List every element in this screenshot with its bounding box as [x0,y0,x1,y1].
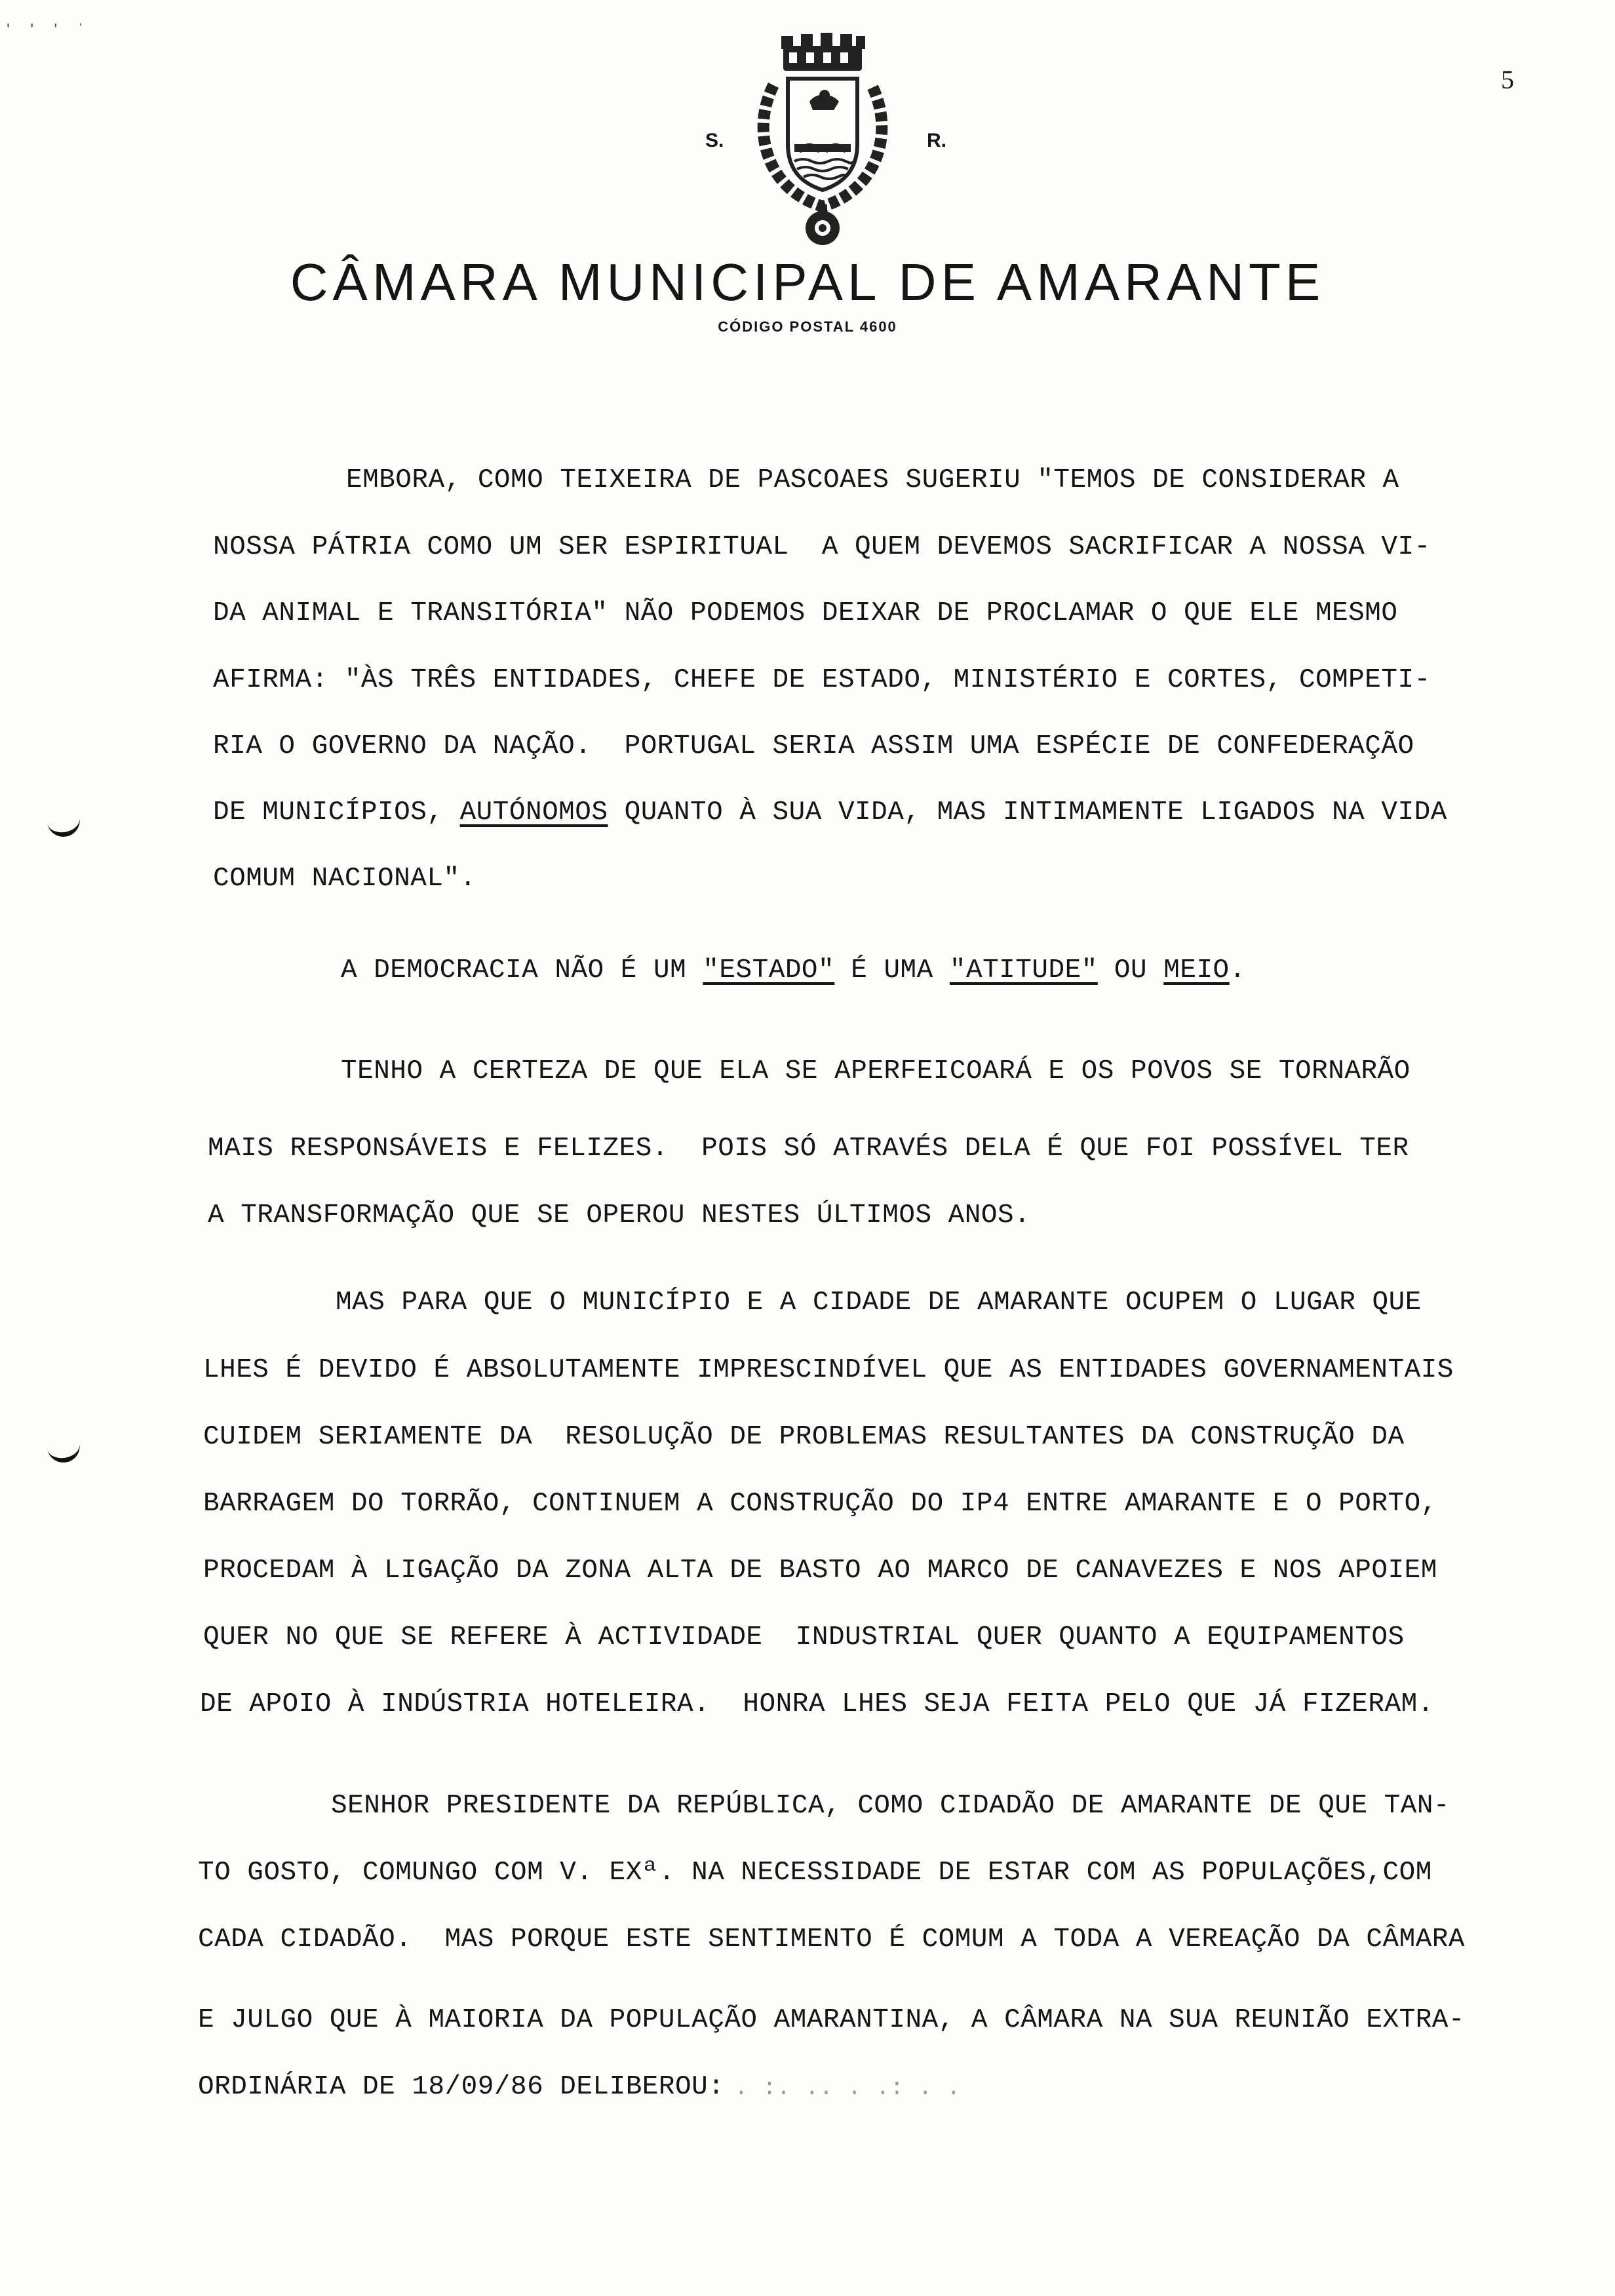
text-span: A DEMOCRACIA NÃO É UM [341,955,703,985]
margin-hole-mark [45,803,82,839]
paragraph-1-line-5: RIA O GOVERNO DA NAÇÃO. PORTUGAL SERIA ASSIM UMA ESPÉCIE DE CONFEDERAÇÃO [213,731,1414,761]
text-span: QUANTO À SUA VIDA, MAS INTIMAMENTE LIGADOS NA VIDA [608,797,1447,828]
text-span: . [1229,955,1246,985]
paragraph-1-line-4: AFIRMA: "ÀS TRÊS ENTIDADES, CHEFE DE ESTADO, MINISTÉRIO E CORTES, COMPETI- [213,665,1431,695]
institution-name: CÂMARA MUNICIPAL DE AMARANTE [290,253,1325,311]
postal-code: CÓDIGO POSTAL 4600 [718,318,897,335]
underlined-word: "ESTADO" [703,955,835,985]
paragraph-3-line-1: TENHO A CERTEZA DE QUE ELA SE APERFEICOARÁ E OS POVOS SE TORNARÃO [341,1056,1411,1086]
paragraph-4-line-6: QUER NO QUE SE REFERE À ACTIVIDADE INDUSTRIAL QUER QUANTO A EQUIPAMENTOS [203,1622,1405,1653]
paragraph-4-line-5: PROCEDAM À LIGAÇÃO DA ZONA ALTA DE BASTO AO MARCO DE CANAVEZES E NOS APOIEM [203,1556,1437,1586]
paragraph-5-line-4: E JULGO QUE À MAIORIA DA POPULAÇÃO AMARANTINA, A CÂMARA NA SUA REUNIÃO EXTRA- [198,2005,1466,2035]
paragraph-4-line-7: DE APOIO À INDÚSTRIA HOTELEIRA. HONRA LHES SEJA FEITA PELO QUE JÁ FIZERAM. [200,1689,1434,1719]
paragraph-4-line-1: MAS PARA QUE O MUNICÍPIO E A CIDADE DE AMARANTE OCUPEM O LUGAR QUE [336,1288,1422,1318]
underlined-word: "ATITUDE" [949,955,1098,985]
paragraph-4-line-4: BARRAGEM DO TORRÃO, CONTINUEM A CONSTRUÇÃO DO IP4 ENTRE AMARANTE E O PORTO, [203,1489,1437,1519]
text-span: OU [1097,955,1164,985]
text-span: É UMA [834,955,950,985]
corner-mark: ' ' ' ˈ [7,20,92,39]
bleed-through-text: . :. .. . .: . . [734,2075,961,2101]
paragraph-5-line-2: TO GOSTO, COMUNGO COM V. EXª. NA NECESSIDADE DE ESTAR COM AS POPULAÇÕES,COM [198,1858,1432,1888]
paragraph-2 [341,955,1246,985]
paragraph-1-line-7: COMUM NACIONAL". [213,864,477,894]
paragraph-5-line-5: ORDINÁRIA DE 18/09/86 DELIBEROU: [198,2072,725,2102]
paragraph-5-line-3: CADA CIDADÃO. MAS PORQUE ESTE SENTIMENTO É COMUM A TODA A VEREAÇÃO DA CÂMARA [198,1924,1466,1955]
margin-hole-mark [45,1429,82,1465]
underlined-word: AUTÓNOMOS [459,797,608,828]
page-number: 5 [1501,65,1514,94]
paragraph-3-line-3: A TRANSFORMAÇÃO QUE SE OPEROU NESTES ÚLTIMOS ANOS. [208,1200,1031,1231]
paragraph-1-line-1: EMBORA, COMO TEIXEIRA DE PASCOAES SUGERIU "TEMOS DE CONSIDERAR A [346,465,1399,495]
paragraph-5-line-1: SENHOR PRESIDENTE DA REPÚBLICA, COMO CIDADÃO DE AMARANTE DE QUE TAN- [331,1791,1450,1821]
paragraph-1-line-6 [213,797,1447,828]
paragraph-4-line-3: CUIDEM SERIAMENTE DA RESOLUÇÃO DE PROBLEMAS RESULTANTES DA CONSTRUÇÃO DA [203,1422,1405,1452]
crest-label-left: S. [705,130,724,151]
underlined-word: MEIO [1163,955,1230,985]
paragraph-1-line-2: NOSSA PÁTRIA COMO UM SER ESPIRITUAL A QUEM DEVEMOS SACRIFICAR A NOSSA VI- [213,532,1431,562]
municipal-crest-icon [747,33,898,249]
text-span: DE MUNICÍPIOS, [213,797,460,828]
paragraph-3-line-2: MAIS RESPONSÁVEIS E FELIZES. POIS SÓ ATRAVÉS DELA É QUE FOI POSSÍVEL TER [208,1134,1409,1164]
crest-label-right: R. [927,130,946,151]
paragraph-4-line-2: LHES É DEVIDO É ABSOLUTAMENTE IMPRESCINDÍVEL QUE AS ENTIDADES GOVERNAMENTAIS [203,1355,1454,1385]
paragraph-1-line-3: DA ANIMAL E TRANSITÓRIA" NÃO PODEMOS DEIXAR DE PROCLAMAR O QUE ELE MESMO [213,598,1398,628]
